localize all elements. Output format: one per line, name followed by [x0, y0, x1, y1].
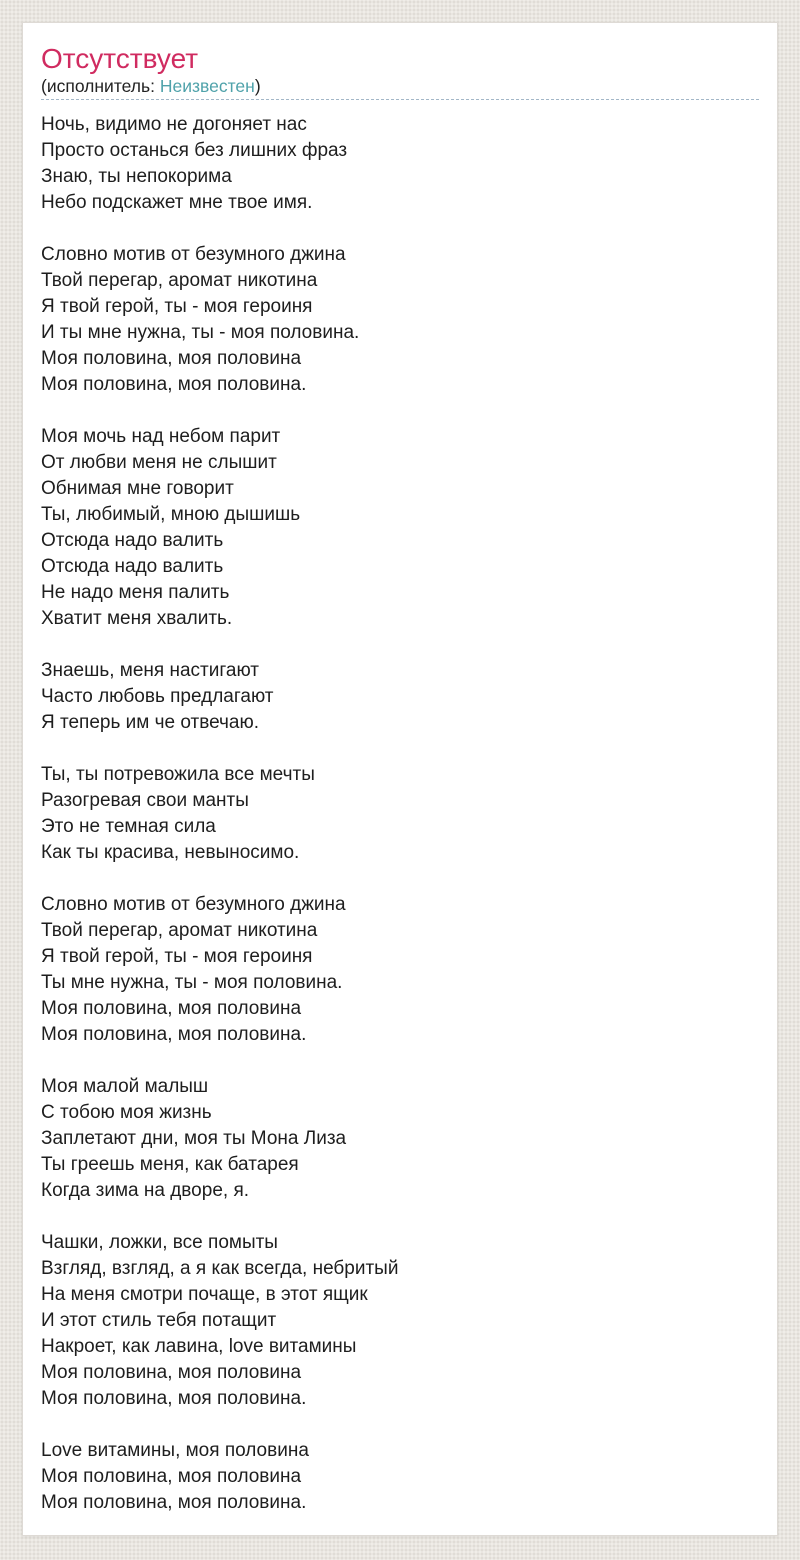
- lyrics-line: Моя половина, моя половина: [41, 348, 302, 369]
- lyrics-line: Моя половина, моя половина.: [41, 1024, 307, 1045]
- lyrics-line: Моя мочь над небом парит: [41, 426, 281, 447]
- lyrics-line: Моя половина, моя половина: [41, 1466, 302, 1487]
- song-title: Отсутствует: [41, 43, 199, 74]
- lyrics-line: Взгляд, взгляд, а я как всегда, небритый: [41, 1258, 399, 1279]
- lyrics-line: Знаю, ты непокорима: [41, 166, 232, 187]
- lyrics-line: Не надо меня палить: [41, 582, 230, 603]
- lyrics-line: Я твой герой, ты - моя героиня: [41, 946, 313, 967]
- lyrics-line: Я теперь им че отвечаю.: [41, 712, 260, 733]
- lyrics-line: Разогревая свои манты: [41, 790, 249, 811]
- lyrics-line: Чашки, ложки, все помыты: [41, 1232, 278, 1253]
- lyrics-line: От любви меня не слышит: [41, 452, 277, 473]
- lyrics-stanza: [41, 762, 759, 866]
- lyrics-line: Как ты красива, невыносимо.: [41, 842, 300, 863]
- lyrics-line: Это не темная сила: [41, 816, 216, 837]
- artist-line: [41, 76, 759, 96]
- lyrics-line: И ты мне нужна, ты - моя половина.: [41, 322, 360, 343]
- lyrics-stanza: [41, 424, 759, 632]
- lyrics-line: Небо подскажет мне твое имя.: [41, 192, 313, 213]
- lyrics-stanza: [41, 892, 759, 1048]
- lyrics-line: Ты мне нужна, ты - моя половина.: [41, 972, 343, 993]
- lyrics-line: Моя половина, моя половина.: [41, 1388, 307, 1409]
- lyrics-stanza: [41, 1438, 759, 1516]
- lyrics-line: Накроет, как лавина, love витамины: [41, 1336, 357, 1357]
- lyrics-line: Часто любовь предлагают: [41, 686, 274, 707]
- lyrics-line: Ты, ты потревожила все мечты: [41, 764, 315, 785]
- lyrics: [41, 112, 759, 1516]
- lyrics-line: Моя половина, моя половина.: [41, 1492, 307, 1513]
- lyrics-line: И этот стиль тебя потащит: [41, 1310, 277, 1331]
- lyrics-line: Твой перегар, аромат никотина: [41, 920, 318, 941]
- lyrics-line: Ночь, видимо не догоняет нас: [41, 114, 307, 135]
- lyrics-line: Твой перегар, аромат никотина: [41, 270, 318, 291]
- artist-label-suffix: ): [254, 76, 261, 96]
- lyrics-line: Отсюда надо валить: [41, 530, 224, 551]
- lyrics-stanza: [41, 112, 759, 216]
- artist-link[interactable]: Неизвестен: [159, 76, 255, 96]
- lyrics-line: Моя половина, моя половина.: [41, 374, 307, 395]
- lyrics-stanza: [41, 658, 759, 736]
- lyrics-line: Словно мотив от безумного джина: [41, 894, 346, 915]
- lyrics-line: Отсюда надо валить: [41, 556, 224, 577]
- lyrics-card: [22, 22, 778, 1536]
- lyrics-stanza: [41, 1230, 759, 1412]
- lyrics-stanza: [41, 1074, 759, 1204]
- lyrics-line: Моя половина, моя половина: [41, 998, 302, 1019]
- lyrics-stanza: [41, 242, 759, 398]
- lyrics-line: На меня смотри почаще, в этот ящик: [41, 1284, 368, 1305]
- song-header: [41, 45, 759, 100]
- lyrics-line: Love витамины, моя половина: [41, 1440, 309, 1461]
- lyrics-line: Знаешь, меня настигают: [41, 660, 259, 681]
- lyrics-line: Просто останься без лишних фраз: [41, 140, 348, 161]
- lyrics-line: С тобою моя жизнь: [41, 1102, 212, 1123]
- lyrics-line: Моя малой малыш: [41, 1076, 209, 1097]
- lyrics-line: Заплетают дни, моя ты Мона Лиза: [41, 1128, 347, 1149]
- lyrics-line: Моя половина, моя половина: [41, 1362, 302, 1383]
- lyrics-line: Ты греешь меня, как батарея: [41, 1154, 299, 1175]
- lyrics-line: Хватит меня хвалить.: [41, 608, 233, 629]
- lyrics-line: Обнимая мне говорит: [41, 478, 234, 499]
- lyrics-line: Когда зима на дворе, я.: [41, 1180, 250, 1201]
- lyrics-line: Словно мотив от безумного джина: [41, 244, 346, 265]
- artist-label: (исполнитель:: [41, 76, 160, 96]
- lyrics-line: Ты, любимый, мною дышишь: [41, 504, 301, 525]
- lyrics-line: Я твой герой, ты - моя героиня: [41, 296, 313, 317]
